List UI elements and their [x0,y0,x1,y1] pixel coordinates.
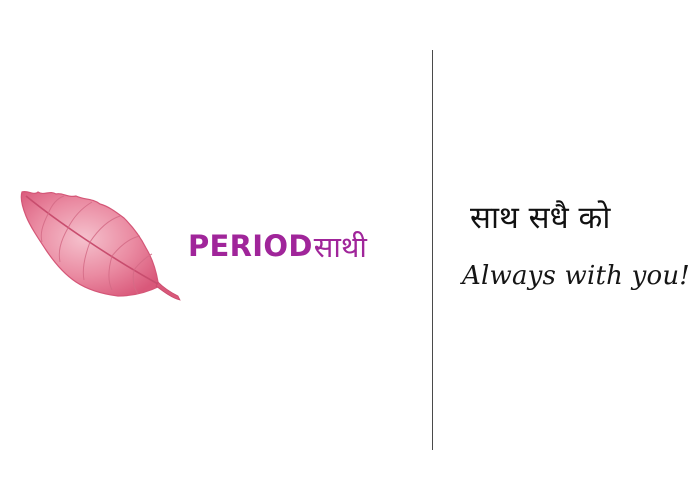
tagline-devanagari: साथ सधै को [470,200,611,236]
vertical-divider [432,50,433,450]
brand-logotype [188,224,367,268]
brand-name-devanagari: साथी [313,229,367,264]
brand-name-latin: PERIOD [188,229,313,263]
tagline-english: Always with you! [462,261,690,291]
leaf-icon [18,186,184,304]
